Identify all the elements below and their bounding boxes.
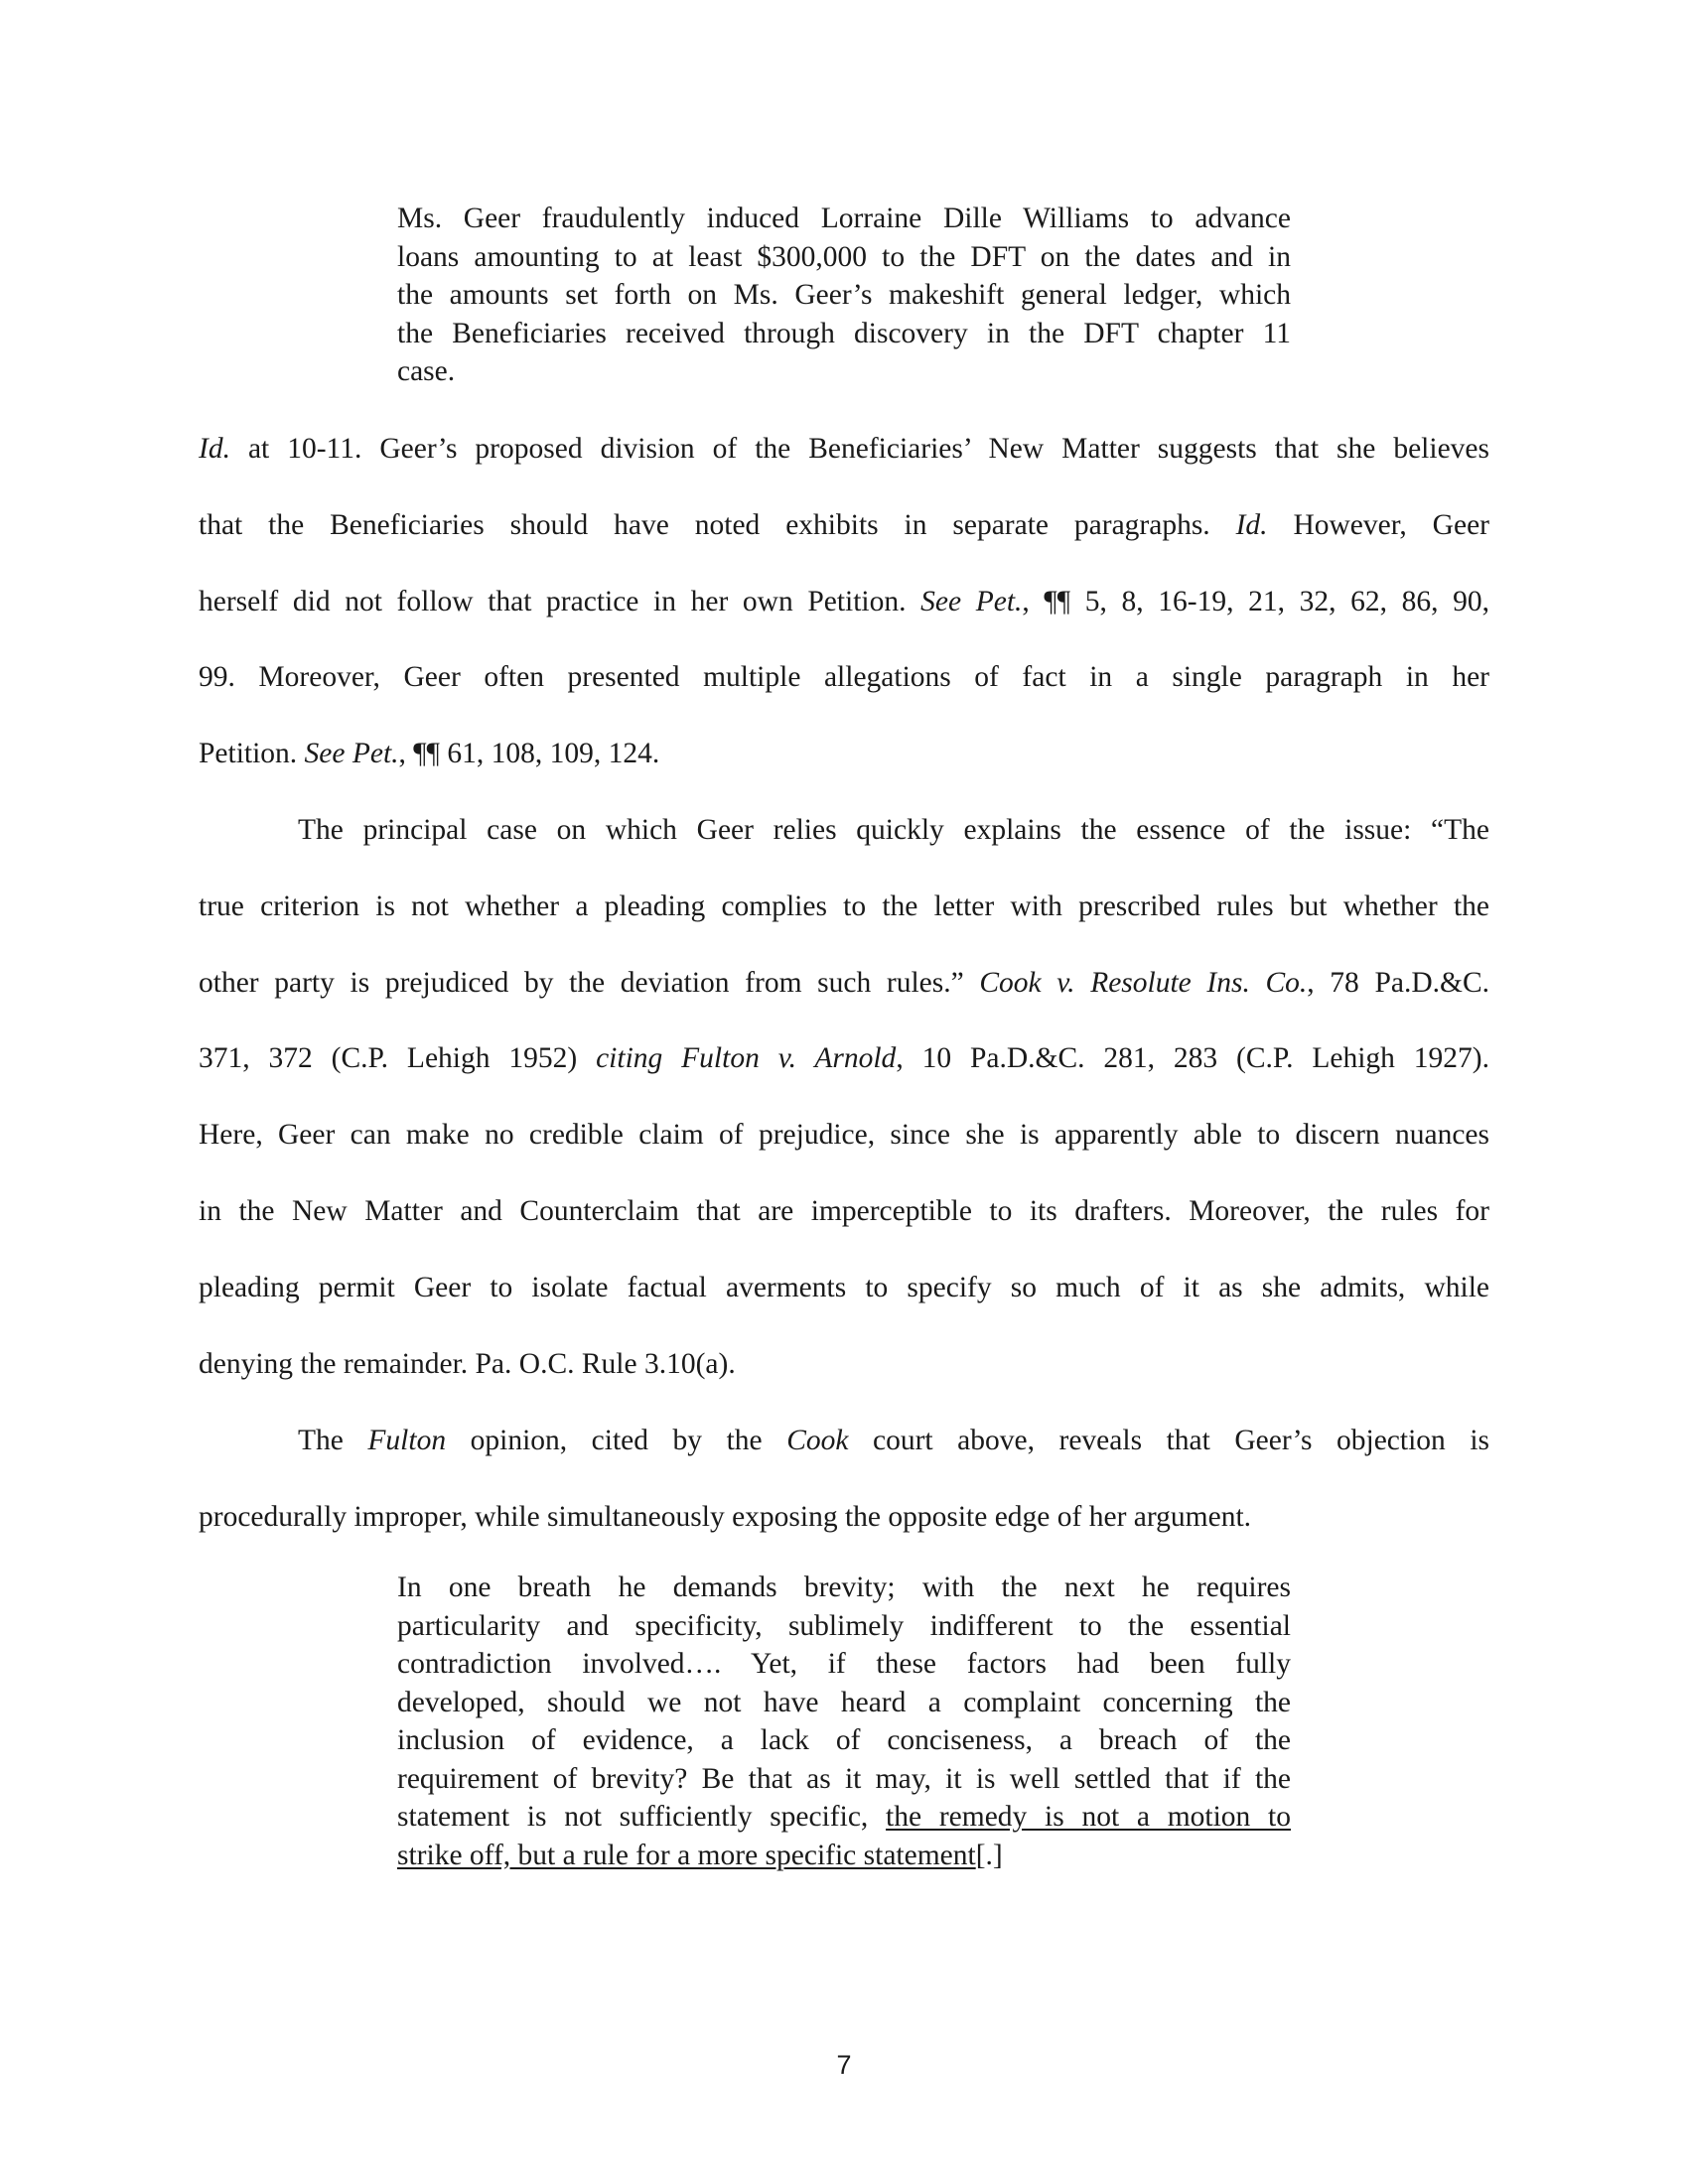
text-run: statement is not sufficiently specific, bbox=[397, 1801, 887, 1833]
text-line bbox=[199, 1021, 1489, 1097]
quote-line: contradiction involved…. Yet, if these factors had been fully bbox=[397, 1648, 1291, 1680]
text-run: , 78 Pa.D.&C. bbox=[1307, 966, 1489, 999]
quote-line: inclusion of evidence, a lack of conciseness, a breach of the bbox=[397, 1724, 1291, 1756]
text-run: However, Geer bbox=[1267, 508, 1489, 541]
text-line: pleading permit Geer to isolate factual averments to specify so much of it as she admits, while bbox=[199, 1271, 1489, 1303]
quote-line: the amounts set forth on Ms. Geer’s makeshift general ledger, which bbox=[397, 279, 1291, 311]
case-name-cook: Cook bbox=[786, 1425, 849, 1456]
quote-line: requirement of brevity? Be that as it may, it is well settled that if the bbox=[397, 1762, 1291, 1795]
quote-line: In one breath he demands brevity; with the next he requires bbox=[397, 1571, 1291, 1603]
citation-see-pet: See Pet. bbox=[304, 738, 399, 770]
text-run: Petition. bbox=[199, 738, 305, 770]
text-run: , ¶¶ 61, 108, 109, 124. bbox=[398, 738, 660, 770]
text-line bbox=[199, 1403, 1489, 1479]
text-run: , 10 Pa.D.&C. 281, 283 (C.P. Lehigh 1927). bbox=[896, 1042, 1489, 1075]
quote-line: loans amounting to at least $300,000 to the DFT on the dates and in bbox=[397, 240, 1291, 273]
page-number: 7 bbox=[836, 2050, 852, 2080]
text-run: herself did not follow that practice in her own Petition. bbox=[199, 585, 921, 617]
text-run: at 10-11. Geer’s proposed division of the Beneficiaries’ New Matter suggests that she believes bbox=[229, 433, 1489, 465]
text-line: true criterion is not whether a pleading complies to the letter with prescribed rules but whether the bbox=[199, 889, 1489, 922]
paragraph-principal-case bbox=[199, 792, 1489, 1402]
citation-see-pet: See Pet. bbox=[920, 585, 1023, 617]
case-name-fulton: citing Fulton v. Arnold bbox=[596, 1042, 897, 1075]
paragraph-id-citation bbox=[199, 411, 1489, 792]
text-run: opinion, cited by the bbox=[446, 1425, 787, 1456]
text-line: in the New Matter and Counterclaim that are imperceptible to its drafters. Moreover, the rules for bbox=[199, 1194, 1489, 1227]
text-run: The bbox=[298, 1425, 368, 1456]
text-line: procedurally improper, while simultaneously exposing the opposite edge of her argument. bbox=[199, 1500, 1252, 1533]
text-run: , ¶¶ 5, 8, 16-19, 21, 32, 62, 86, 90, bbox=[1022, 585, 1490, 617]
quote-line: Ms. Geer fraudulently induced Lorraine Dille Williams to advance bbox=[397, 203, 1291, 234]
case-name-fulton: Fulton bbox=[367, 1425, 447, 1456]
underlined-holding: the remedy is not a motion to bbox=[886, 1801, 1291, 1833]
text-line: 99. Moreover, Geer often presented multiple allegations of fact in a single paragraph in her bbox=[199, 661, 1489, 694]
block-quote-fulton bbox=[397, 1569, 1291, 1874]
text-line bbox=[199, 792, 1489, 869]
block-quote-geer-fraud bbox=[397, 200, 1291, 391]
text-run: that the Beneficiaries should have noted exhibits in separate paragraphs. bbox=[199, 508, 1236, 541]
quote-line bbox=[397, 1837, 1291, 1875]
quote-line: the Beneficiaries received through discovery in the DFT chapter 11 bbox=[397, 317, 1291, 349]
case-name-cook: Cook v. Resolute Ins. Co. bbox=[979, 966, 1308, 999]
text-line: denying the remainder. Pa. O.C. Rule 3.10(a). bbox=[199, 1347, 736, 1380]
paragraph-fulton-opinion bbox=[199, 1403, 1489, 1556]
text-run: court above, reveals that Geer’s objection is bbox=[848, 1425, 1489, 1456]
underlined-holding: strike off, but a rule for a more specific statement bbox=[397, 1839, 976, 1871]
text-line bbox=[199, 564, 1489, 640]
quote-line: developed, should we not have heard a complaint concerning the bbox=[397, 1686, 1291, 1718]
quote-line: case. bbox=[397, 355, 456, 387]
text-run: 371, 372 (C.P. Lehigh 1952) bbox=[199, 1042, 597, 1075]
text-run: other party is prejudiced by the deviation from such rules.” bbox=[199, 966, 980, 999]
text-line bbox=[199, 945, 1489, 1022]
text-line bbox=[199, 487, 1489, 564]
text-run: [.] bbox=[975, 1839, 1003, 1871]
citation-id: Id. bbox=[199, 433, 230, 465]
quote-line: particularity and specificity, sublimely indifferent to the essential bbox=[397, 1609, 1291, 1642]
text-line bbox=[199, 716, 1489, 792]
quote-line bbox=[397, 1798, 1291, 1837]
text-run: The principal case on which Geer relies quickly explains the essence of the issue: “The bbox=[298, 814, 1489, 846]
citation-id: Id. bbox=[1235, 508, 1268, 541]
text-line: Here, Geer can make no credible claim of prejudice, since she is apparently able to discern nuances bbox=[199, 1119, 1489, 1152]
text-line bbox=[199, 411, 1489, 487]
